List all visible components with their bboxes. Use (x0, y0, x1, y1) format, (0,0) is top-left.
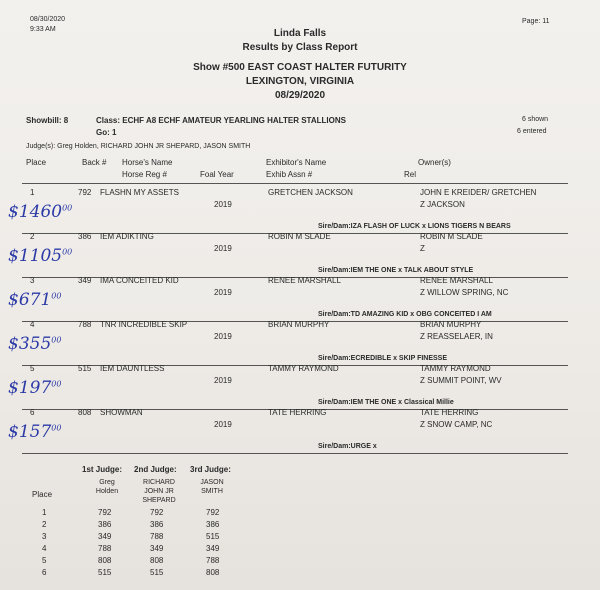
handwritten-amount (8, 334, 61, 354)
entry-foal-year: 2019 (214, 332, 232, 341)
show-location: LEXINGTON, VIRGINIA (245, 76, 355, 87)
handwritten-amount-value: $355 (8, 334, 52, 354)
col-horse-reg: Horse Reg # (122, 170, 167, 179)
col-horse-name: Horse's Name (122, 158, 173, 167)
entry-place: 3 (30, 276, 35, 285)
summary-judge-2: 386 (150, 520, 164, 529)
class-name: Class: ECHF A8 ECHF AMATEUR YEARLING HALTER STALLIONS (96, 116, 346, 125)
entry-place: 4 (30, 320, 35, 329)
judge-1-name-line: Greg (99, 479, 115, 486)
entry-owner: TATE HERRING (420, 408, 479, 417)
entry-sire-dam: Sire/Dam:URGE x (318, 443, 377, 450)
judge-1-name (90, 478, 124, 496)
judge-3-name-line: SMITH (201, 488, 223, 495)
judge-2-name-line: RICHARD (143, 479, 175, 486)
entry-sire-dam: Sire/Dam:IEM THE ONE x TALK ABOUT STYLE (318, 267, 474, 274)
handwritten-amount-value: $157 (8, 422, 52, 442)
summary-judge-2: 515 (150, 568, 164, 577)
col-place: Place (26, 158, 47, 167)
col-foal-year: Foal Year (200, 170, 234, 179)
entry-owner: ROBIN M SLADE (420, 232, 483, 241)
entry-owner-location: Z REASSELAER, IN (420, 332, 493, 341)
entry-sire-dam: Sire/Dam:TD AMAZING KID x OBG CONCEITED I AM (318, 311, 492, 318)
summary-judge-1: 349 (98, 532, 112, 541)
summary-judge-1: 792 (98, 508, 112, 517)
col-back: Back # (82, 158, 107, 167)
report-owner: Linda Falls (273, 28, 327, 39)
handwritten-amount (8, 202, 72, 222)
row-divider (22, 453, 568, 454)
summary-place: 1 (42, 508, 47, 517)
showbill: Showbill: 8 (26, 116, 69, 125)
judge-3-header: 3rd Judge: (190, 465, 231, 474)
entry-sire-dam: Sire/Dam:IZA FLASH OF LUCK x LIONS TIGERS N BEARS (318, 223, 511, 230)
print-date: 08/30/2020 (30, 16, 66, 23)
entered-count: 6 entered (517, 128, 547, 135)
entry-sire-dam: Sire/Dam:IEM THE ONE x Classical Millie (318, 399, 454, 406)
summary-place: 3 (42, 532, 47, 541)
entry-sire-dam: Sire/Dam:ECREDIBLE x SKIP FINESSE (318, 355, 448, 362)
handwritten-amount-cents: 00 (51, 335, 62, 345)
entry-place: 6 (30, 408, 35, 417)
summary-judge-3: 792 (206, 508, 220, 517)
entry-owner-location: Z WILLOW SPRING, NC (420, 288, 509, 297)
judge-2-name (136, 478, 182, 505)
entry-owner-location: Z (420, 244, 425, 253)
entry-horse-name: IEM DAUNTLESS (100, 364, 165, 373)
entry-horse-name: SHOWMAN (100, 408, 143, 417)
header-divider (22, 183, 568, 184)
entry-exhibitor: ROBIN M SLADE (268, 232, 331, 241)
handwritten-amount (8, 290, 61, 310)
entry-foal-year: 2019 (214, 420, 232, 429)
entry-exhibitor: BRIAN MURPHY (268, 320, 330, 329)
summary-judge-3: 515 (206, 532, 220, 541)
summary-place: 5 (42, 556, 47, 565)
summary-judge-3: 808 (206, 568, 220, 577)
summary-judge-3: 349 (206, 544, 220, 553)
entry-foal-year: 2019 (214, 244, 232, 253)
go-number: Go: 1 (96, 128, 117, 137)
entry-place: 5 (30, 364, 35, 373)
entry-foal-year: 2019 (214, 376, 232, 385)
entry-horse-name: FLASHN MY ASSETS (100, 188, 179, 197)
summary-place: 6 (42, 568, 47, 577)
summary-judge-2: 349 (150, 544, 164, 553)
summary-place: 4 (42, 544, 47, 553)
judge-2-name-line: JOHN JR (144, 488, 174, 495)
entry-place: 1 (30, 188, 35, 197)
show-name: Show #500 EAST COAST HALTER FUTURITY (193, 62, 407, 73)
handwritten-amount-cents: 00 (62, 203, 73, 213)
entry-owner: TAMMY RAYMOND (420, 364, 491, 373)
summary-judge-2: 792 (150, 508, 164, 517)
entry-horse-name: TNR INCREDIBLE SKIP (100, 320, 188, 329)
entry-horse-name: IMA CONCEITED KID (100, 276, 179, 285)
handwritten-amount (8, 422, 61, 442)
entry-exhibitor: TAMMY RAYMOND (268, 364, 339, 373)
entry-horse-name: IEM ADIKTING (100, 232, 154, 241)
summary-judge-1: 386 (98, 520, 112, 529)
entry-foal-year: 2019 (214, 288, 232, 297)
shown-count: 6 shown (522, 116, 549, 123)
handwritten-amount-value: $671 (8, 290, 52, 310)
entry-place: 2 (30, 232, 35, 241)
summary-place-label: Place (32, 490, 53, 499)
judge-2-header: 2nd Judge: (134, 465, 177, 474)
entry-back-number: 386 (78, 232, 92, 241)
handwritten-amount-value: $1460 (8, 202, 63, 222)
show-date: 08/29/2020 (274, 90, 326, 101)
entry-exhibitor: TATE HERRING (268, 408, 327, 417)
col-exhib-assn: Exhib Assn # (266, 170, 313, 179)
entry-owner: JOHN E KREIDER/ GRETCHEN (420, 188, 537, 197)
entry-back-number: 808 (78, 408, 92, 417)
col-owner: Owner(s) (418, 158, 451, 167)
summary-judge-1: 808 (98, 556, 112, 565)
col-exhibitor: Exhibitor's Name (266, 158, 327, 167)
judge-3-name-line: JASON (200, 479, 224, 486)
handwritten-amount-value: $197 (8, 378, 52, 398)
handwritten-amount-value: $1105 (8, 246, 63, 266)
entry-exhibitor: RENEE MARSHALL (268, 276, 341, 285)
entry-back-number: 349 (78, 276, 92, 285)
judge-3-name (195, 478, 229, 496)
handwritten-amount-cents: 00 (51, 379, 62, 389)
report-title: Results by Class Report (242, 42, 358, 53)
handwritten-amount (8, 246, 72, 266)
print-time: 9:33 AM (30, 26, 56, 33)
col-rel: Rel (404, 170, 417, 179)
summary-judge-3: 386 (206, 520, 220, 529)
judges-list: Judge(s): Greg Holden, RICHARD JOHN JR SHEPARD, JASON SMITH (26, 143, 251, 150)
summary-judge-1: 515 (98, 568, 112, 577)
summary-judge-1: 788 (98, 544, 112, 553)
entry-back-number: 788 (78, 320, 92, 329)
summary-judge-2: 808 (150, 556, 164, 565)
entry-owner: BRIAN MURPHY (420, 320, 482, 329)
summary-judge-2: 788 (150, 532, 164, 541)
judge-1-name-line: Holden (95, 488, 119, 495)
entry-back-number: 792 (78, 188, 92, 197)
entry-back-number: 515 (78, 364, 92, 373)
handwritten-amount-cents: 00 (51, 423, 62, 433)
judge-2-name-line: SHEPARD (142, 497, 176, 504)
entry-owner-location: Z SUMMIT POINT, WV (420, 376, 502, 385)
summary-judge-3: 788 (206, 556, 220, 565)
handwritten-amount (8, 378, 61, 398)
summary-place: 2 (42, 520, 47, 529)
entry-foal-year: 2019 (214, 200, 232, 209)
handwritten-amount-cents: 00 (51, 291, 62, 301)
entry-owner-location: Z JACKSON (420, 200, 465, 209)
entry-owner-location: Z SNOW CAMP, NC (420, 420, 493, 429)
page-number: Page: 11 (522, 18, 550, 25)
entry-exhibitor: GRETCHEN JACKSON (268, 188, 353, 197)
handwritten-amount-cents: 00 (62, 247, 73, 257)
entry-owner: RENEE MARSHALL (420, 276, 493, 285)
judge-1-header: 1st Judge: (82, 465, 123, 474)
